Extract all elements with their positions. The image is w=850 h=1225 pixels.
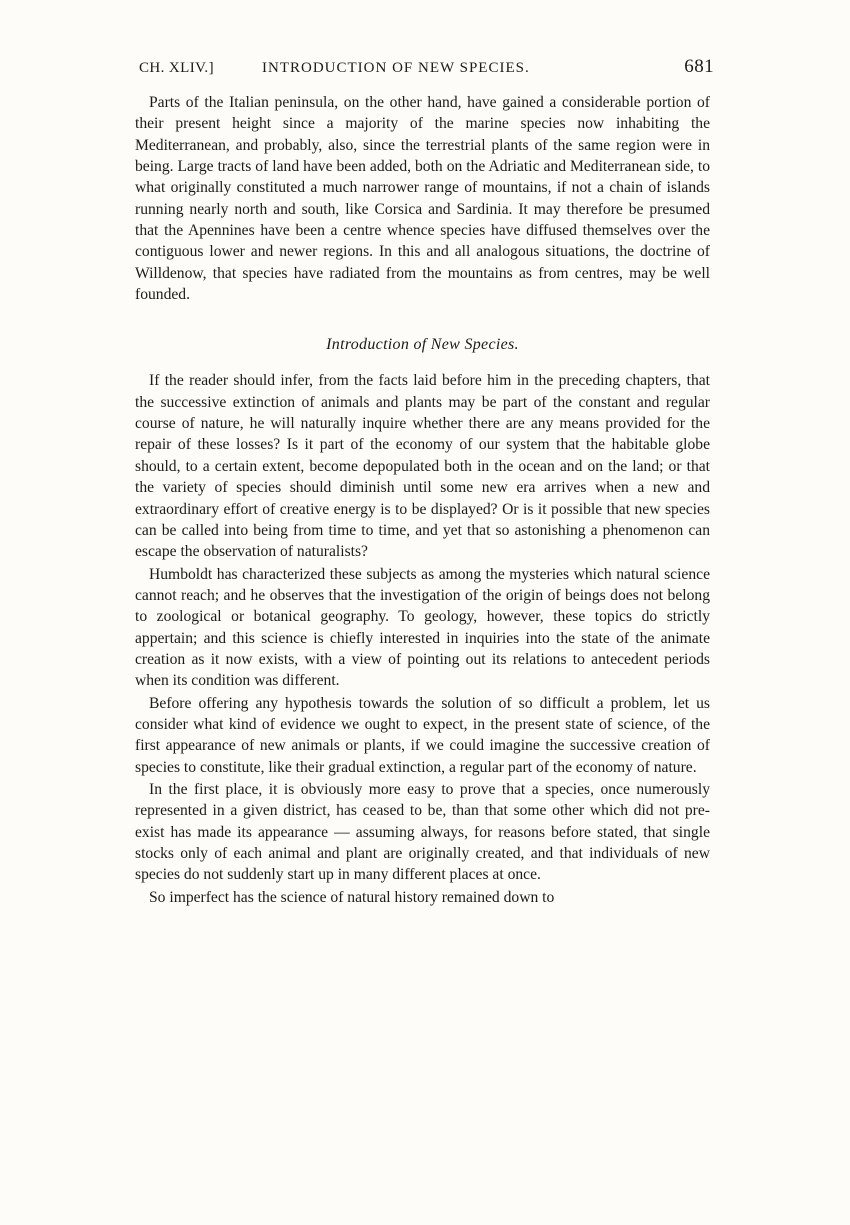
running-title: INTRODUCTION OF NEW SPECIES. [262, 60, 530, 76]
paragraph-hypothesis: Before offering any hypothesis towards the solution of so difficult a problem, let us consider what kind of evidence we ought to expect, in the present state of science, of the first appearance of new animals or plants, if we could imagine the successive creation of species to constitute, like their gradual extinction, a regular part of the economy of nature. [135, 694, 710, 776]
paragraph-imperfect-science: So imperfect has the science of natural history remained down to [149, 888, 555, 906]
paragraph-first-place: In the first place, it is obviously more easy to prove that a species, once numerously represented in a given district, has ceased to be, than that some other which did not pre-exist has made its appearance — assuming always, for reasons before stated, that single stocks only of each animal and plant are originally created, and that individuals of new species do not suddenly start up in many different places at once. [135, 780, 710, 884]
chapter-label: CH. XLIV.] [139, 60, 214, 76]
paragraph-humboldt: Humboldt has characterized these subjects as among the mysteries which natural science cannot reach; and he observes that the investigation of the origin of beings does not belong to zoological or botanical geography. To geology, however, these topics do strictly appertain; and this science is chiefly interested in inquiries into the state of the animate creation as it now exists, with a view of pointing out its relations to antecedent periods when its condition was different. [135, 565, 710, 690]
paragraph-reader-infer: If the reader should infer, from the facts laid before him in the preceding chapters, that the successive extinction of animals and plants may be part of the constant and regular course of nature, he will naturally inquire whether there are any means provided for the repair of these losses? Is it part of the economy of our system that the habitable globe should, to a certain extent, become depopulated both in the ocean and on the land; or that the variety of species should diminish until some new era arrives when a new and extraordinary effort of creative energy is to be displayed? Or is it possible that new species can be called into being from time to time, and yet that so astonishing a phenomenon can escape the observation of naturalists? [135, 372, 710, 561]
paragraph-apennines: Parts of the Italian peninsula, on the other hand, have gained a considerable portion of their present height since a majority of the marine species now inhabiting the Mediterranean, and probably, also, since the terrestrial plants of the same region were in being. Large tracts of land have been added, both on the Adriatic and Mediterranean side, to what originally constituted a much narrower range of mountains, if not a chain of islands running nearly north and south, like Corsica and Sardinia. It may therefore be presumed that the Apennines have been a centre whence species have diffused themselves over the contiguous lower and newer regions. In this and all analogous situations, the doctrine of Willdenow, that species have radiated from the mountains as from centres, may be well founded. [135, 94, 710, 304]
book-page [135, 56, 714, 908]
running-header [135, 56, 714, 86]
section-heading: Introduction of New Species. [326, 336, 519, 354]
page-number: 681 [684, 56, 714, 77]
